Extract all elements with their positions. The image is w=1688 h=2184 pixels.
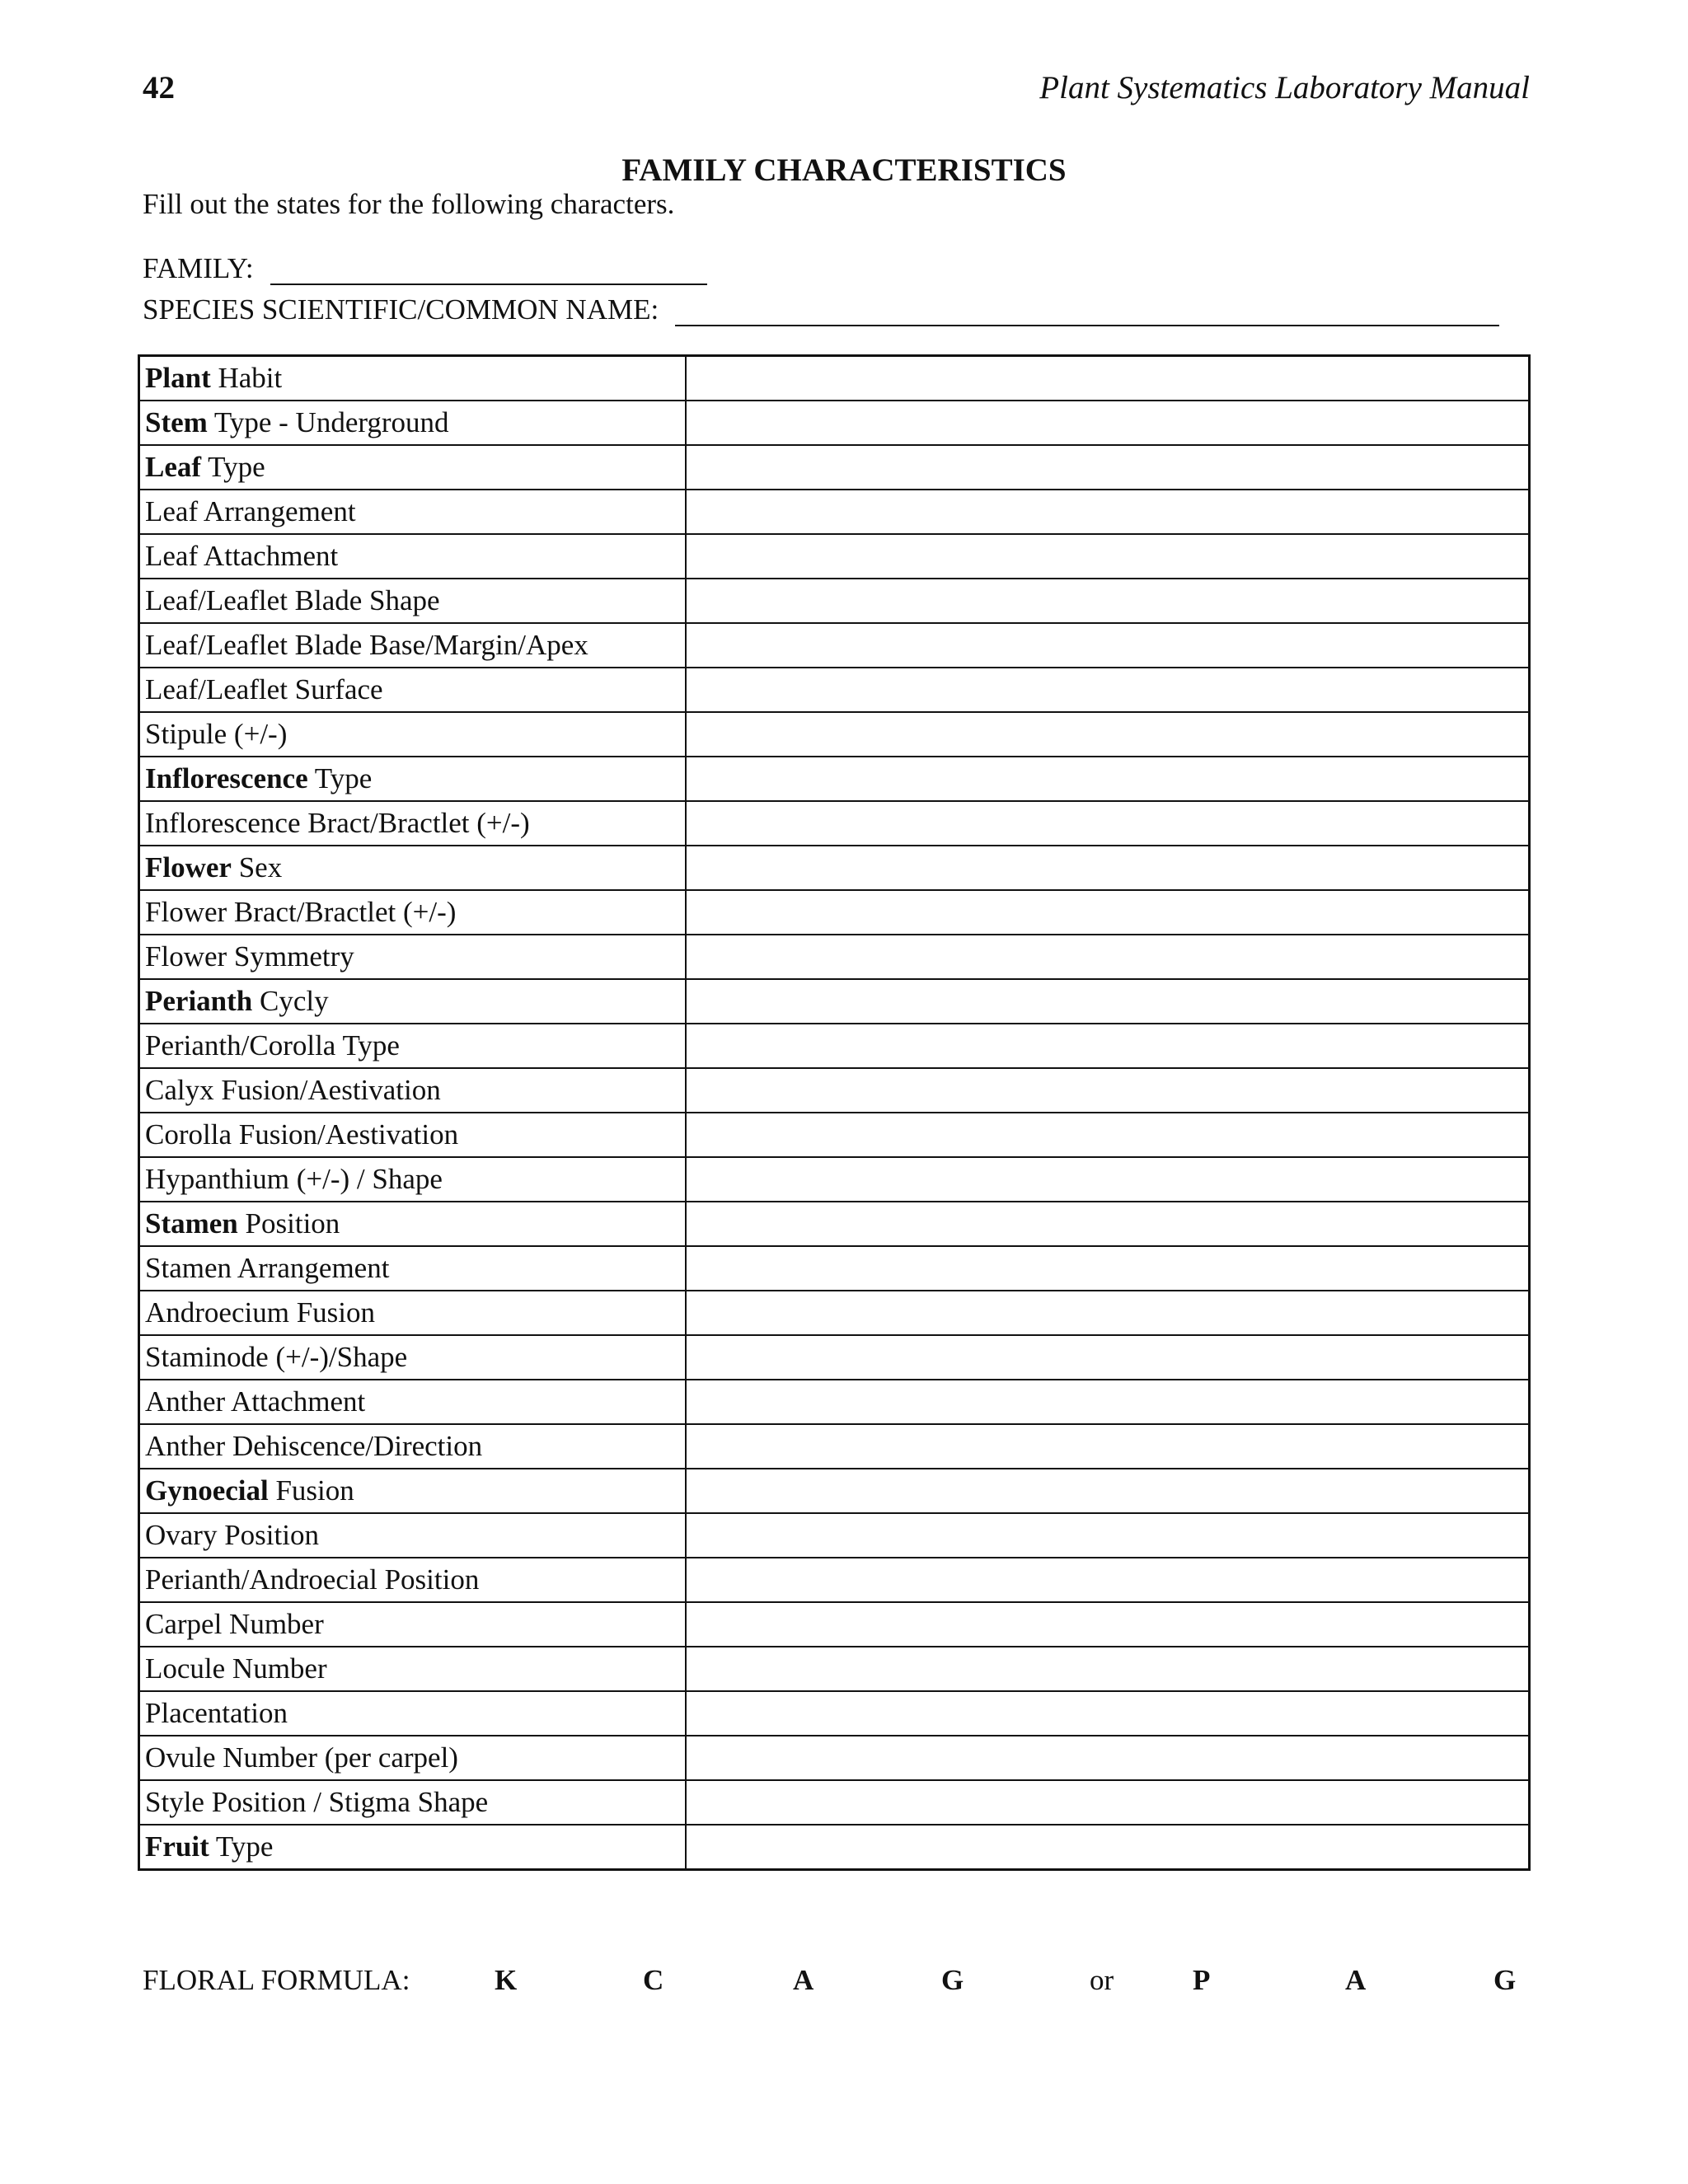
character-label-bold: Plant	[145, 362, 211, 394]
character-label	[139, 1825, 686, 1870]
character-label	[139, 1780, 686, 1825]
character-label-text: Androecium Fusion	[145, 1296, 376, 1329]
character-state-entry[interactable]	[686, 757, 1530, 801]
species-name-label: SPECIES SCIENTIFIC/COMMON NAME:	[143, 293, 659, 326]
character-label-bold: Perianth	[145, 985, 253, 1017]
table-row	[139, 623, 1530, 668]
character-label	[139, 1558, 686, 1602]
character-label-text: Staminode (+/-)/Shape	[145, 1341, 408, 1373]
table-row	[139, 757, 1530, 801]
table-row	[139, 1513, 1530, 1558]
character-state-entry[interactable]	[686, 1113, 1530, 1157]
character-state-entry[interactable]	[686, 1602, 1530, 1647]
character-label	[139, 757, 686, 801]
character-label	[139, 801, 686, 846]
table-row	[139, 1202, 1530, 1246]
character-label-text: Style Position / Stigma Shape	[145, 1786, 489, 1818]
character-state-entry[interactable]	[686, 846, 1530, 890]
character-label	[139, 935, 686, 979]
character-label	[139, 356, 686, 401]
character-label-bold: Fruit	[145, 1830, 209, 1863]
character-label	[139, 1513, 686, 1558]
character-label	[139, 1424, 686, 1469]
character-state-entry[interactable]	[686, 979, 1530, 1024]
character-label	[139, 1246, 686, 1291]
instructions: Fill out the states for the following characters.	[143, 188, 675, 220]
character-state-entry[interactable]	[686, 579, 1530, 623]
table-row	[139, 1068, 1530, 1113]
character-label	[139, 1691, 686, 1736]
character-label	[139, 1024, 686, 1068]
table-row	[139, 1157, 1530, 1202]
character-state-entry[interactable]	[686, 1202, 1530, 1246]
table-row	[139, 579, 1530, 623]
page-title: FAMILY CHARACTERISTICS	[621, 152, 1067, 188]
species-name-blank-line[interactable]	[675, 293, 1499, 326]
character-label	[139, 534, 686, 579]
character-state-entry[interactable]	[686, 1825, 1530, 1870]
character-label-bold: Flower	[145, 851, 232, 883]
table-row	[139, 490, 1530, 534]
character-label-text: Flower Symmetry	[145, 940, 354, 972]
character-label	[139, 623, 686, 668]
character-label	[139, 1113, 686, 1157]
character-state-entry[interactable]	[686, 623, 1530, 668]
table-row	[139, 712, 1530, 757]
character-state-entry[interactable]	[686, 1647, 1530, 1691]
characteristics-table	[138, 354, 1531, 1871]
character-state-entry[interactable]	[686, 401, 1530, 445]
character-label-text: Perianth/Androecial Position	[145, 1563, 480, 1596]
character-state-entry[interactable]	[686, 1157, 1530, 1202]
family-blank-line[interactable]	[270, 252, 707, 285]
floral-formula-symbol: G	[1493, 1964, 1517, 1996]
character-label-text: Sex	[231, 851, 283, 883]
character-state-entry[interactable]	[686, 1380, 1530, 1424]
floral-formula-or: or	[1090, 1964, 1114, 1996]
character-state-entry[interactable]	[686, 712, 1530, 757]
floral-formula-symbol: P	[1193, 1964, 1211, 1996]
character-label-bold: Inflorescence	[145, 762, 308, 794]
character-label-text: Fusion	[268, 1474, 354, 1507]
character-label-text: Leaf/Leaflet Surface	[145, 673, 383, 705]
character-state-entry[interactable]	[686, 1691, 1530, 1736]
character-label	[139, 445, 686, 490]
characteristics-table-body	[139, 356, 1530, 1870]
character-state-entry[interactable]	[686, 445, 1530, 490]
character-label	[139, 712, 686, 757]
table-row	[139, 1558, 1530, 1602]
running-header: Plant Systematics Laboratory Manual	[1039, 70, 1530, 105]
character-label-text: Habit	[210, 362, 283, 394]
table-row	[139, 1291, 1530, 1335]
table-row	[139, 1736, 1530, 1780]
character-label	[139, 979, 686, 1024]
character-label-text: Ovule Number (per carpel)	[145, 1741, 458, 1774]
character-state-entry[interactable]	[686, 801, 1530, 846]
character-label-text: Leaf Attachment	[145, 540, 339, 572]
floral-formula-symbol: K	[495, 1964, 518, 1996]
character-label-text: Type	[307, 762, 373, 794]
character-state-entry[interactable]	[686, 890, 1530, 935]
character-label-text: Leaf Arrangement	[145, 495, 356, 527]
character-label	[139, 668, 686, 712]
table-row	[139, 1246, 1530, 1291]
character-state-entry[interactable]	[686, 356, 1530, 401]
table-row	[139, 356, 1530, 401]
table-row	[139, 401, 1530, 445]
character-label	[139, 490, 686, 534]
character-label	[139, 1602, 686, 1647]
character-label	[139, 890, 686, 935]
table-row	[139, 979, 1530, 1024]
character-state-entry[interactable]	[686, 1513, 1530, 1558]
character-label-text: Anther Dehiscence/Direction	[145, 1430, 483, 1462]
floral-formula	[0, 1964, 1688, 2005]
character-label-text: Stamen Arrangement	[145, 1252, 390, 1284]
character-state-entry[interactable]	[686, 668, 1530, 712]
character-label	[139, 1068, 686, 1113]
character-state-entry[interactable]	[686, 1291, 1530, 1335]
character-state-entry[interactable]	[686, 1736, 1530, 1780]
character-state-entry[interactable]	[686, 1780, 1530, 1825]
character-label	[139, 1469, 686, 1513]
table-row	[139, 846, 1530, 890]
character-label-bold: Stem	[145, 406, 208, 438]
character-label-text: Leaf/Leaflet Blade Base/Margin/Apex	[145, 629, 588, 661]
character-label	[139, 579, 686, 623]
character-label-text: Perianth/Corolla Type	[145, 1029, 400, 1062]
character-label-text: Leaf/Leaflet Blade Shape	[145, 584, 440, 616]
character-label-text: Calyx Fusion/Aestivation	[145, 1074, 441, 1106]
character-state-entry[interactable]	[686, 1246, 1530, 1291]
family-field[interactable]	[143, 252, 707, 285]
character-label-text: Placentation	[145, 1697, 288, 1729]
floral-formula-symbol: G	[941, 1964, 964, 1996]
character-label	[139, 1736, 686, 1780]
character-label-bold: Leaf	[145, 451, 202, 483]
character-state-entry[interactable]	[686, 1024, 1530, 1068]
table-row	[139, 1825, 1530, 1870]
character-label-text: Hypanthium (+/-) / Shape	[145, 1163, 443, 1195]
character-label	[139, 1335, 686, 1380]
character-label-text: Ovary Position	[145, 1519, 319, 1551]
character-label-text: Locule Number	[145, 1652, 327, 1685]
character-label-bold: Stamen	[145, 1207, 238, 1240]
character-label-text: Inflorescence Bract/Bractlet (+/-)	[145, 807, 530, 839]
character-label-text: Type	[209, 1830, 274, 1863]
character-label	[139, 1291, 686, 1335]
character-label-text: Type - Underground	[207, 406, 449, 438]
character-state-entry[interactable]	[686, 1469, 1530, 1513]
character-label-text: Position	[237, 1207, 340, 1240]
character-label	[139, 1202, 686, 1246]
table-row	[139, 1380, 1530, 1424]
table-row	[139, 1780, 1530, 1825]
character-label-bold: Gynoecial	[145, 1474, 269, 1507]
character-state-entry[interactable]	[686, 534, 1530, 579]
floral-formula-symbol: A	[793, 1964, 814, 1996]
character-state-entry[interactable]	[686, 1424, 1530, 1469]
floral-formula-label: FLORAL FORMULA:	[143, 1964, 410, 1996]
character-state-entry[interactable]	[686, 490, 1530, 534]
species-name-field[interactable]	[143, 293, 1499, 326]
table-row	[139, 668, 1530, 712]
character-label-text: Flower Bract/Bractlet (+/-)	[145, 896, 457, 928]
character-label	[139, 1380, 686, 1424]
floral-formula-symbol: A	[1345, 1964, 1367, 1996]
character-label-text: Cycly	[252, 985, 329, 1017]
character-label	[139, 1647, 686, 1691]
character-label	[139, 846, 686, 890]
character-label-text: Stipule (+/-)	[145, 718, 288, 750]
character-label-text: Anther Attachment	[145, 1385, 366, 1418]
character-label-text: Corolla Fusion/Aestivation	[145, 1118, 459, 1151]
floral-formula-symbol: C	[643, 1964, 664, 1996]
table-row	[139, 1424, 1530, 1469]
table-row	[139, 890, 1530, 935]
table-row	[139, 1113, 1530, 1157]
table-row	[139, 1335, 1530, 1380]
table-row	[139, 1602, 1530, 1647]
table-row	[139, 1647, 1530, 1691]
table-row	[139, 935, 1530, 979]
character-state-entry[interactable]	[686, 1558, 1530, 1602]
table-row	[139, 1469, 1530, 1513]
table-row	[139, 534, 1530, 579]
character-state-entry[interactable]	[686, 1068, 1530, 1113]
character-label-text: Carpel Number	[145, 1608, 324, 1640]
table-row	[139, 801, 1530, 846]
table-row	[139, 445, 1530, 490]
family-label: FAMILY:	[143, 252, 254, 284]
character-label-text: Type	[201, 451, 265, 483]
character-label	[139, 401, 686, 445]
character-state-entry[interactable]	[686, 935, 1530, 979]
table-row	[139, 1024, 1530, 1068]
table-row	[139, 1691, 1530, 1736]
character-label	[139, 1157, 686, 1202]
character-state-entry[interactable]	[686, 1335, 1530, 1380]
page-number: 42	[143, 70, 175, 105]
